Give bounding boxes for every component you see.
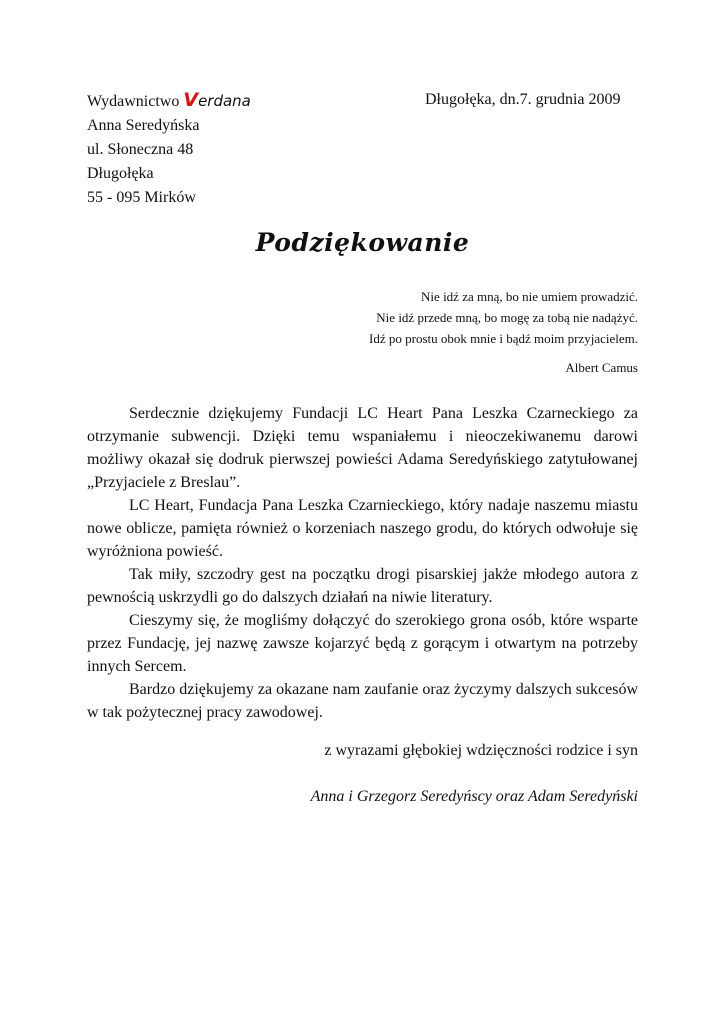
publisher-logo-rest: erdana — [198, 92, 251, 110]
signature: Anna i Grzegorz Seredyńscy oraz Adam Seredyński — [310, 788, 638, 805]
motto-line: Nie idź przede mną, bo mogę za tobą nie nadążyć. — [376, 310, 638, 325]
sender-block — [87, 88, 251, 210]
place-date: Długołęka, dn.7. grudnia 2009 — [425, 91, 621, 108]
sender-street: ul. Słoneczna 48 — [87, 141, 194, 158]
motto-line: Nie idź za mną, bo nie umiem prowadzić. — [421, 289, 638, 304]
body-paragraph: Tak miły, szczodry gest na początku drogi pisarskiej jakże młodego autora z pewnością uskrzydli go do dalszych działań na niwie literatury. — [87, 566, 638, 606]
body-paragraph: Bardzo dziękujemy za okazane nam zaufanie oraz życzymy dalszych sukcesów w tak pożytecznej pracy zawodowej. — [87, 681, 638, 721]
motto-author: Albert Camus — [565, 360, 638, 375]
letter-title: Podziękowanie — [255, 228, 470, 257]
sender-name: Anna Seredyńska — [87, 117, 200, 134]
sender-postal: 55 - 095 Mirków — [87, 189, 196, 206]
body-paragraph: Serdecznie dziękujemy Fundacji LC Heart Pana Leszka Czarneckiego za otrzymanie subwencji. Dzięki temu wspaniałemu i nieoczekiwanemu darowi możliwy okazał się dodruk pierwszej powieści Adama Seredyńskiego zatytułowanej „Przyjaciele z Breslau”. — [87, 405, 638, 491]
letter-body — [87, 402, 638, 724]
motto-quote — [369, 286, 638, 349]
motto-line: Idź po prostu obok mnie i bądź moim przyjacielem. — [369, 331, 638, 346]
publisher-line — [87, 88, 251, 114]
closing-line: z wyrazami głębokiej wdzięczności rodzice i syn — [324, 742, 638, 759]
body-paragraph: LC Heart, Fundacja Pana Leszka Czarnieckiego, który nadaje naszemu miastu nowe oblicze, pamięta również o korzeniach naszego grodu, do których odwołuje się wyróżniona powieść. — [87, 497, 638, 560]
sender-city: Długołęka — [87, 165, 154, 182]
body-paragraph: Cieszymy się, że mogliśmy dołączyć do szerokiego grona osób, które wsparte przez Fundację, jej nazwę zawsze kojarzyć będą z gorącym i otwartym na potrzeby innych Sercem. — [87, 612, 638, 675]
publisher-logo-v: V — [183, 89, 199, 111]
publisher-prefix: Wydawnictwo — [87, 93, 184, 110]
